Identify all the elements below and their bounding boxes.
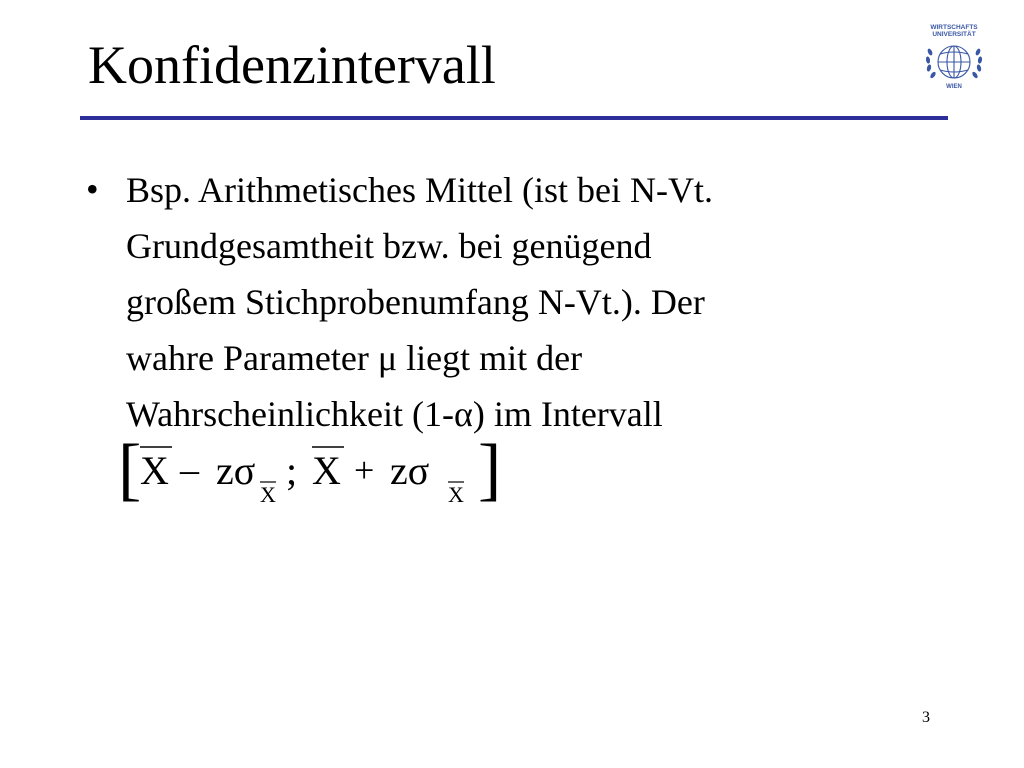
logo-text-bottom: WIEN <box>946 84 962 90</box>
logo-text-middle: UNIVERSITÄT <box>932 31 976 38</box>
formula-z-sigma-right: zσ <box>390 448 430 493</box>
slide-title: Konfidenzintervall <box>88 35 496 95</box>
formula-separator: ; <box>286 448 298 493</box>
bullet-line: Bsp. Arithmetisches Mittel (ist bei N-Vt. <box>126 170 713 210</box>
formula-plus: + <box>354 450 375 490</box>
formula-minus: – <box>180 449 199 491</box>
confidence-interval-formula <box>118 430 508 510</box>
bullet-line: wahre Parameter μ liegt mit der <box>126 338 583 378</box>
bullet-line: Grundgesamtheit bzw. bei genügend <box>126 226 652 266</box>
formula-z-sigma-left: zσ <box>216 448 256 493</box>
page-number: 3 <box>922 709 930 726</box>
university-logo <box>918 20 990 92</box>
formula-right-bracket: ] <box>478 431 502 508</box>
bullet-text <box>126 162 926 442</box>
formula-mean-left: X <box>140 448 169 493</box>
formula-subscript-right: X <box>448 482 464 507</box>
globe-icon <box>938 46 970 78</box>
formula-left-bracket: [ <box>118 431 142 508</box>
title-divider <box>80 116 948 120</box>
bullet-line: Wahrscheinlichkeit (1-α) im Intervall <box>126 394 663 434</box>
bullet-symbol: • <box>86 169 99 209</box>
formula-mean-right: X <box>312 448 341 493</box>
bullet-line: großem Stichprobenumfang N-Vt.). Der <box>126 282 705 322</box>
formula-subscript-left: X <box>260 482 276 507</box>
logo-text-top: WIRTSCHAFTS <box>930 24 978 31</box>
